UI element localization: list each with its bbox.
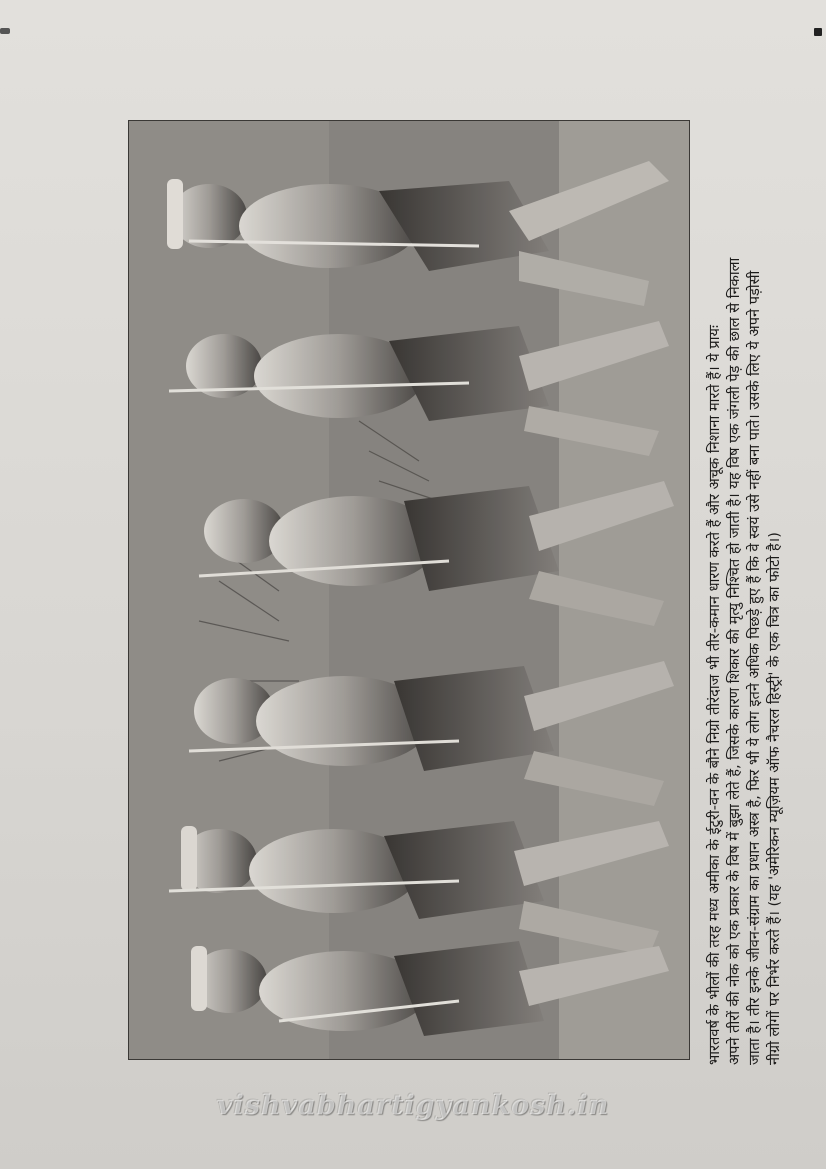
scan-mark-right bbox=[814, 28, 822, 36]
photo-illustration bbox=[129, 121, 689, 1059]
scan-mark bbox=[0, 28, 10, 34]
archers-photograph bbox=[128, 120, 690, 1060]
watermark-text: vishvabhartigyankosh.in bbox=[216, 1090, 610, 1121]
caption-line: भारतवर्ष के भीलों की तरह मध्य अमीका के ईटुरी-वन के बौने निग्रो तीरंदाज भी तीर-कमान धारण करते हैं और अचूक निशाना मारते हैं। ये प्रायः bbox=[706, 325, 723, 1065]
caption-line: नीग्रो लोगों पर निर्भर करते हैं। (यह 'अमेरिकन म्यूज़ियम ऑफ नैचरल हिस्ट्री' के एक चित्र का फोटो है।) bbox=[766, 532, 783, 1065]
caption-line: जाता है। तीर इनके जीवन-संग्राम का प्रधान अस्त्र है, फिर भी ये लोग इतने अधिक पिछड़े हुए हैं कि वे स्वयं उसे नहीं बना पाते। उसके लिए ये अपने पड़ोसी bbox=[746, 270, 763, 1065]
caption-line: अपने तीरों की नोक को एक प्रकार के विष में बुझा लेते हैं, जिसके कारण शिकार की मृत्यु निश्चित हो जाती है। यह विष एक जंगली पेड़ की छाल से निकाला bbox=[726, 257, 743, 1065]
photo-caption bbox=[705, 115, 785, 1065]
